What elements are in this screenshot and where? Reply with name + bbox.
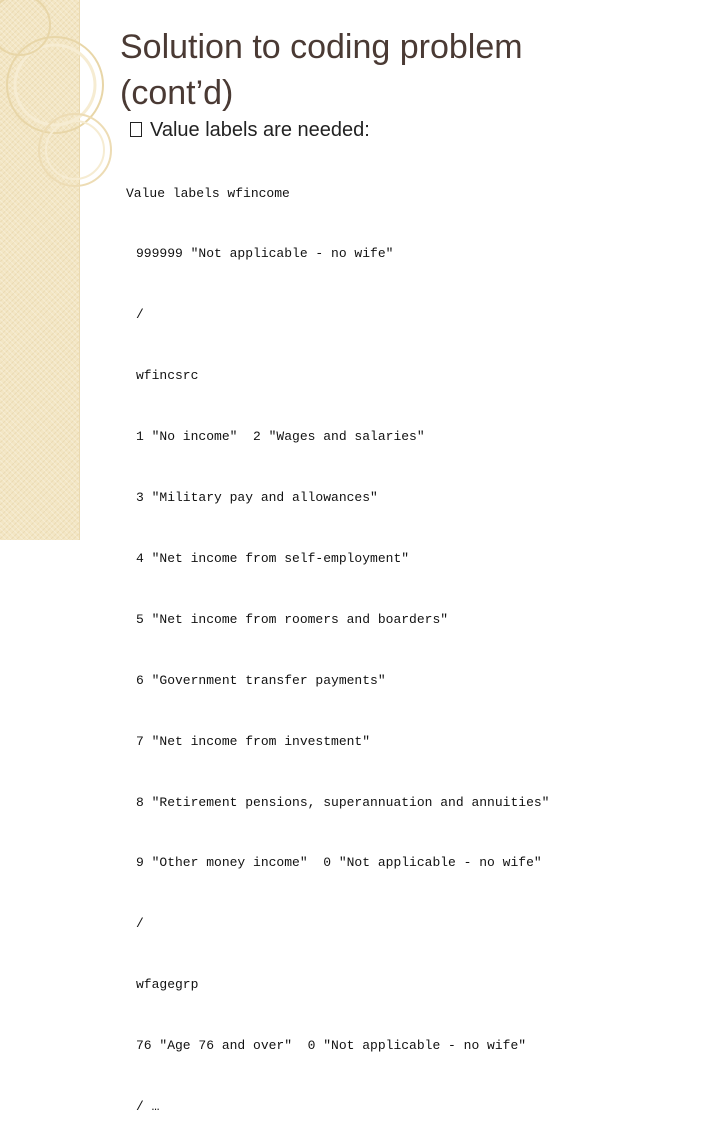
code-line: 4 "Net income from self-employment" — [136, 550, 410, 566]
code-line: 1 "No income" 2 "Wages and salaries" — [136, 429, 425, 445]
code-line: 999999 "Not applicable - no wife" — [136, 246, 394, 262]
code-line: 9 "Other money income" 0 "Not applicable - no wife" — [136, 855, 542, 871]
slide-title-line-2: (cont’d) — [120, 74, 234, 112]
code-line: 76 "Age 76 and over" 0 "Not applicable - no wife" — [136, 1038, 527, 1054]
code-line: wfagegrp — [136, 977, 199, 993]
code-line: / — [136, 307, 144, 323]
code-block — [126, 143, 549, 1138]
code-line: 5 "Net income from roomers and boarders" — [136, 611, 449, 627]
code-line: 7 "Net income from investment" — [136, 733, 371, 749]
code-line: Value labels wfincome — [126, 185, 290, 201]
slide-title-line-1: Solution to coding problem — [120, 28, 523, 66]
bullet-point — [130, 118, 370, 142]
code-line: 3 "Military pay and allowances" — [136, 490, 378, 506]
bullet-box-icon — [130, 122, 142, 137]
code-line: 8 "Retirement pensions, superannuation and annuities" — [136, 794, 550, 810]
code-line: / — [136, 916, 144, 932]
code-line: 6 "Government transfer payments" — [136, 672, 386, 688]
bullet-text: Value labels are needed: — [150, 119, 370, 141]
code-line: wfincsrc — [136, 368, 199, 384]
slide-title — [120, 24, 523, 116]
code-line: / … — [136, 1098, 160, 1114]
